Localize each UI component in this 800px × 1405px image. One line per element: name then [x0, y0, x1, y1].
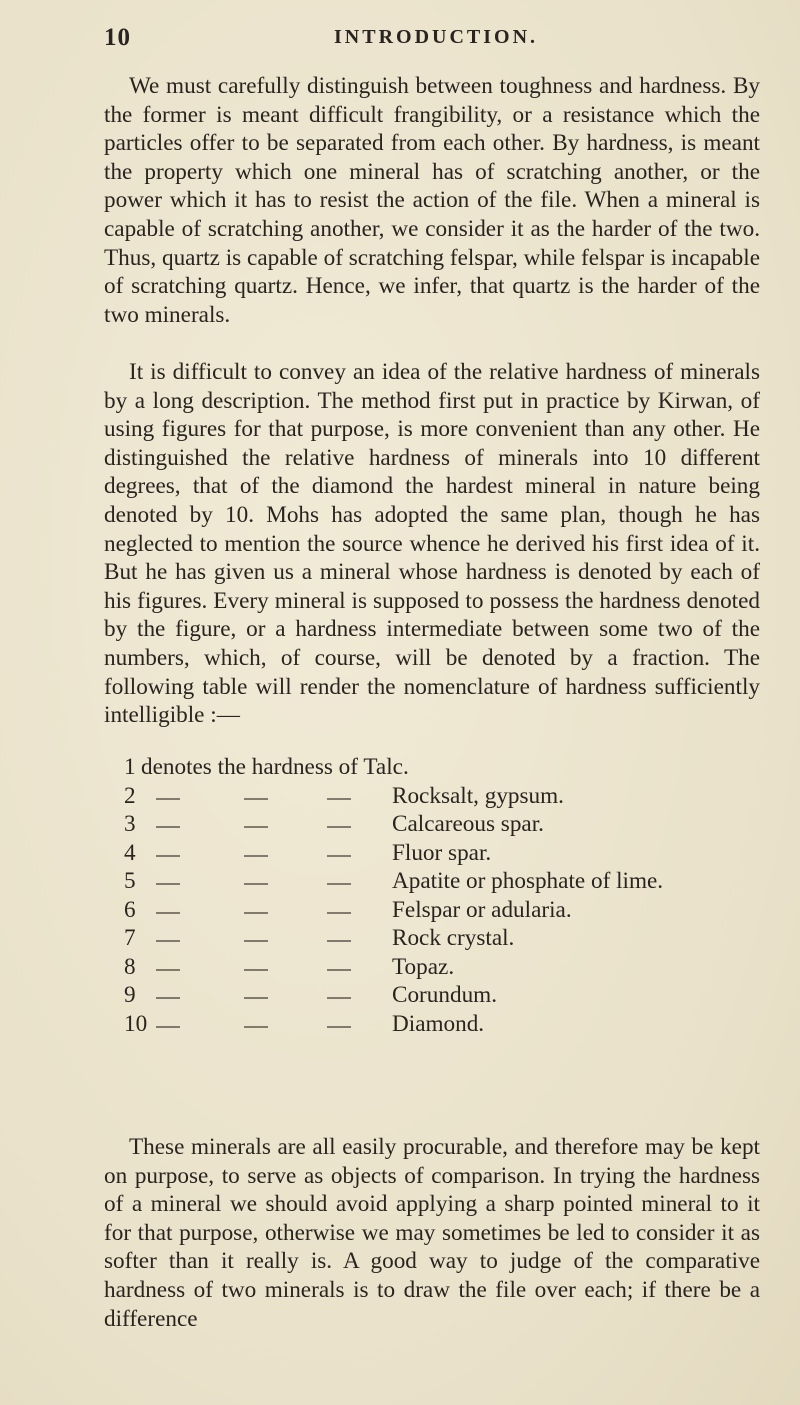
leader-dash — [244, 1026, 268, 1028]
leader-dash — [156, 883, 180, 885]
leader-dash — [156, 940, 180, 942]
table-row — [124, 840, 764, 869]
paragraph-relative-hardness: It is difficult to convey an idea of the relative hardness of minerals by a long description. The method first put in practice by Kirwan, of using figures for that purpose, is more convenient than any other. He distinguished the relative hardness of minerals into 10 different degrees, that of the diamond the hardest mineral in nature being denoted by 10. Mohs has adopted the same plan, though he has neglected to mention the source whence he derived his first idea of it. But he has given us a mineral whose hardness is denoted by each of his figures. Every mineral is supposed to possess the hardness denoted by the figure, or a hardness intermediate between some two of the numbers, which, of course, will be denoted by a fraction. The following table will render the nomenclature of hardness sufficiently intelligible :— — [104, 359, 760, 729]
leader-dash — [327, 883, 351, 885]
mineral-name: Diamond. — [392, 1010, 485, 1037]
leader-dash — [327, 912, 351, 914]
leader-dash — [327, 798, 351, 800]
mineral-name: Topaz. — [392, 953, 455, 980]
table-row — [124, 982, 764, 1011]
paragraph-toughness-hardness: We must carefully distinguish between toughness and hardness. By the former is meant difficult frangibility, or a resistance which the particles offer to be separated from each other. By hardness, is meant the property which one mineral has of scratching another, or the power which it has to resist the action of the file. When a mineral is capable of scratching another, we consider it as the harder of the two. Thus, quartz is capable of scratching felspar, while felspar is incapable of scratching quartz. Hence, we infer, that quartz is the harder of the two minerals. — [104, 73, 760, 328]
mineral-name: Fluor spar. — [392, 839, 492, 866]
table-row — [124, 754, 764, 783]
leader-dash — [156, 798, 180, 800]
leader-dash — [156, 855, 180, 857]
leader-dash — [327, 855, 351, 857]
mineral-name: Rock crystal. — [392, 925, 515, 951]
leader-dash — [327, 997, 351, 999]
table-row — [124, 811, 764, 840]
leader-dash — [244, 855, 268, 857]
leader-dash — [327, 969, 351, 971]
leader-dash — [327, 826, 351, 828]
table-row — [124, 925, 764, 954]
leader-dash — [156, 997, 180, 999]
table-row — [124, 868, 764, 897]
leader-dash — [156, 912, 180, 914]
paragraph-comparison: These minerals are all easily procurable, and therefore may be kept on purpose, to serve as objects of comparison. In trying the hardness of a mineral we should avoid applying a sharp pointed mineral to it for that purpose, otherwise we may sometimes be led to consider it as softer than it really is. A good way to judge of the comparative hardness of two minerals is to draw the file over each; if there be a difference — [104, 1134, 760, 1332]
hardness-number: 7 — [124, 925, 136, 951]
mineral-name: Calcareous spar. — [392, 811, 544, 837]
hardness-table — [124, 754, 764, 1039]
hardness-number: 5 — [124, 868, 136, 894]
leader-dash — [156, 1026, 180, 1028]
leader-dash — [244, 826, 268, 828]
leader-dash — [156, 826, 180, 828]
table-row — [124, 954, 764, 983]
leader-dash — [327, 940, 351, 942]
table-intro-text: denotes the hardness of Talc. — [141, 754, 409, 780]
hardness-number: 4 — [124, 839, 136, 866]
hardness-number: 9 — [124, 982, 136, 1008]
leader-dash — [327, 1026, 351, 1028]
leader-dash — [244, 883, 268, 885]
table-row — [124, 783, 764, 812]
hardness-number: 8 — [124, 953, 136, 980]
running-head: INTRODUCTION. — [334, 26, 539, 48]
hardness-number: 1 — [124, 754, 136, 780]
hardness-number: 10 — [124, 1010, 148, 1037]
mineral-name: Apatite or phosphate of lime. — [392, 868, 664, 894]
hardness-number: 3 — [124, 811, 136, 837]
leader-dash — [244, 798, 268, 800]
table-row — [124, 1011, 764, 1040]
hardness-number: 6 — [124, 896, 136, 923]
mineral-name: Felspar or adularia. — [392, 896, 572, 923]
leader-dash — [244, 912, 268, 914]
page-number: 10 — [104, 24, 131, 51]
leader-dash — [156, 969, 180, 971]
leader-dash — [244, 940, 268, 942]
mineral-name: Rocksalt, gypsum. — [392, 782, 564, 809]
leader-dash — [244, 969, 268, 971]
leader-dash — [244, 997, 268, 999]
table-row — [124, 897, 764, 926]
hardness-number: 2 — [124, 782, 136, 809]
page-header — [104, 24, 760, 54]
mineral-name: Corundum. — [392, 982, 497, 1008]
